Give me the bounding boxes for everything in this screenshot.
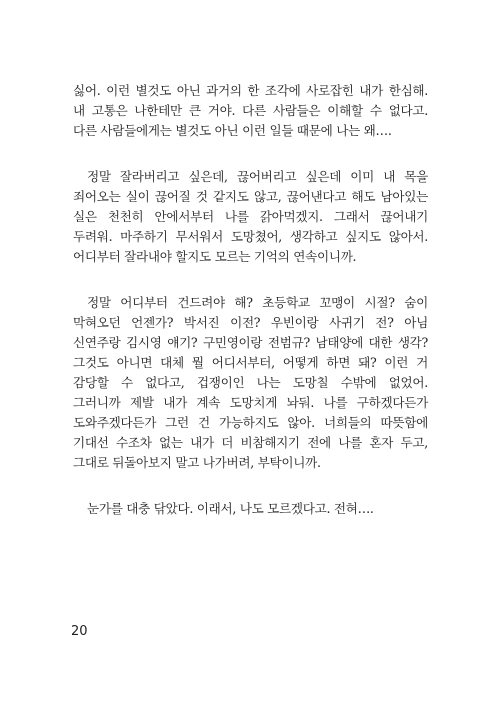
page-number: 20 [71, 624, 88, 639]
text-line: 다른 사람들에게는 별것도 아닌 이런 일들 때문에 나는 왜…. [73, 123, 392, 138]
paragraph-gap [73, 267, 428, 293]
text-line: 정말 잘라버리고 싶은데, 끊어버리고 싶은데 이미 내 목을 [87, 169, 428, 184]
text-line: 실은 천천히 안에서부터 나를 갉아먹겠지. 그래서 끊어내기 [73, 209, 428, 224]
paragraph [73, 167, 428, 267]
paragraph [73, 293, 428, 473]
text-line: 그대로 뒤돌아보지 말고 나가버려, 부탁이니까. [73, 455, 321, 470]
text-line: 싫어. 이런 별것도 아닌 과거의 한 조각에 사로잡힌 내가 한심해. [73, 83, 428, 98]
paragraph-gap [73, 473, 428, 499]
paragraph-gap [73, 141, 428, 167]
text-line: 눈가를 대충 닦았다. 이래서, 나도 모르겠다고. 전혀…. [87, 501, 374, 516]
text-line: 내 고통은 나한테만 큰 거야. 다른 사람들은 이해할 수 없다고. [73, 103, 428, 118]
paragraph [73, 81, 428, 141]
paragraph [73, 499, 428, 519]
text-line: 기대선 수조차 없는 내가 더 비참해지기 전에 나를 혼자 두고, [73, 435, 428, 450]
text-line: 정말 어디부터 건드려야 해? 초등학교 꼬맹이 시절? 숨이 [87, 295, 428, 310]
text-line: 두려워. 마주하기 무서워서 도망쳤어, 생각하고 싶지도 않아서. [73, 229, 428, 244]
text-line: 어디부터 잘라내야 할지도 모르는 기억의 연속이니까. [73, 249, 357, 264]
text-line: 그러니까 제발 내가 계속 도망치게 놔둬. 나를 구하겠다든가 [73, 395, 428, 410]
text-line: 도와주겠다든가 그런 건 가능하지도 않아. 너희들의 따뜻함에 [73, 415, 428, 430]
text-line: 신연주랑 김시영 얘기? 구민영이랑 전범규? 남태양에 대한 생각? [73, 335, 428, 350]
text-line: 막혀오던 언젠가? 박서진 이전? 우빈이랑 사귀기 전? 아님 [73, 315, 428, 330]
text-line: 그것도 아니면 대체 뭘 어디서부터, 어떻게 하면 돼? 이런 거 [73, 355, 428, 370]
text-body [73, 81, 428, 519]
text-line: 감당할 수 없다고, 겁쟁이인 나는 도망칠 수밖에 없었어. [73, 375, 428, 390]
text-line: 죄어오는 실이 끊어질 것 같지도 않고, 끊어낸다고 해도 남아있는 [73, 189, 428, 204]
